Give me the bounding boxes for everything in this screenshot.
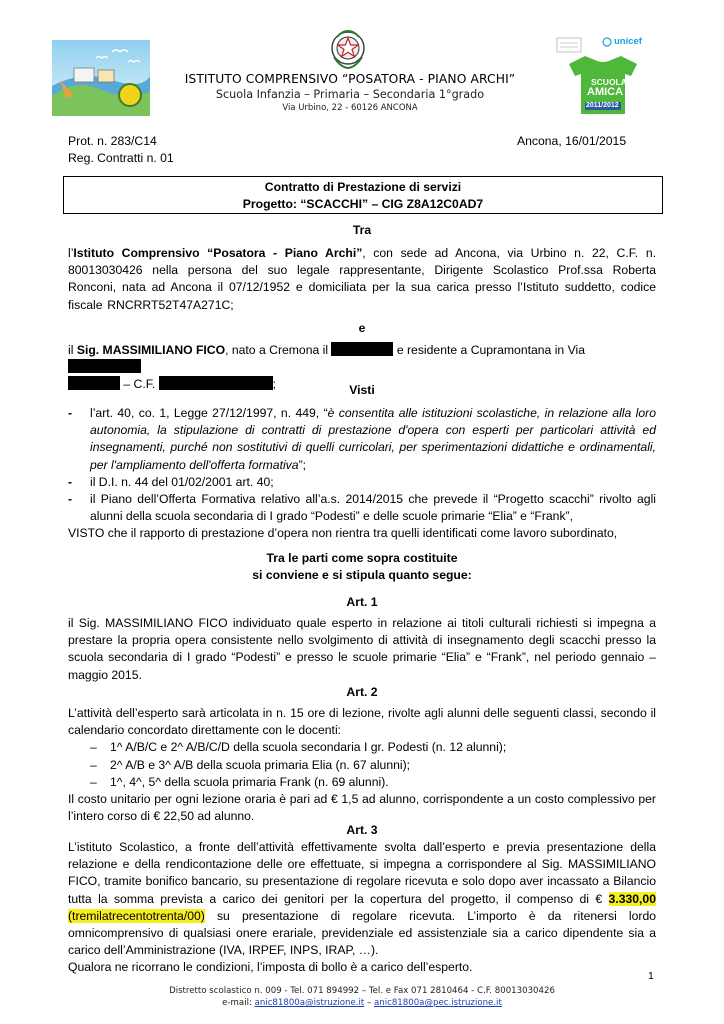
place-date: Ancona, 16/01/2015 bbox=[517, 134, 627, 148]
school-name: ISTITUTO COMPRENSIVO “POSATORA - PIANO ARCHI” bbox=[184, 72, 516, 86]
visto-clause: VISTO che il rapporto di prestazione d’opera non rientra tra quelli identificati come lavoro subordinato, bbox=[68, 526, 618, 541]
page-number: 1 bbox=[648, 970, 654, 982]
agreement-heading-1: Tra le parti come sopra costituite bbox=[266, 551, 458, 565]
project-title: Progetto: “SCACCHI” – CIG Z8A12C0AD7 bbox=[242, 197, 484, 212]
email-link-pec[interactable]: anic81800a@pec.istruzione.it bbox=[374, 998, 502, 1008]
school-address: Via Urbino, 22 - 60126 ANCONA bbox=[282, 103, 418, 113]
visti-list bbox=[68, 405, 656, 543]
party-school: l’Istituto Comprensivo “Posatora - Piano Archi”, con sede ad Ancona, via Urbino n. 22, C.F. n. 80013030426 nella persona del suo legale rappresentante, Dirigente Scolastico Prof.ssa Roberta Ronconi, nata ad Ancona il 07/12/1952 e domiciliata per la sua carica presso l’Istituto suddetto, codice fiscale RNCRRT52T47A271C; bbox=[68, 246, 656, 312]
article-1-title: Art. 1 bbox=[346, 595, 378, 609]
republic-emblem bbox=[328, 27, 368, 71]
contract-register: Reg. Contratti n. 01 bbox=[68, 151, 174, 165]
shirt-text-amica: AMICA bbox=[587, 86, 624, 98]
article-2-body bbox=[68, 705, 656, 825]
class-item: – 2^ A/B e 3^ A/B della scuola primaria Elia (n. 67 alunni); bbox=[90, 757, 411, 772]
shirt-text-year: 2011/2012 bbox=[586, 102, 619, 109]
footer-emails: e-mail: anic81800a@istruzione.it – anic81800a@pec.istruzione.it bbox=[222, 998, 502, 1008]
stamp-duty-note: Qualora ne ricorrano le condizioni, l’imposta di bollo è a carico dell’esperto. bbox=[68, 960, 473, 975]
visti-item: - il D.I. n. 44 del 01/02/2001 art. 40; bbox=[68, 474, 274, 489]
compensation-amount-words: (tremilatrecentotrenta/00) bbox=[68, 908, 205, 923]
email-link-istruzione[interactable]: anic81800a@istruzione.it bbox=[254, 998, 365, 1008]
heading-tra: Tra bbox=[352, 223, 372, 237]
article-2-cost: Il costo unitario per ogni lezione oraria è pari ad € 1,5 ad alunno, corrispondente a un costo complessivo per l’intero corso di € 22,50 ad alunno. bbox=[68, 792, 656, 824]
article-3-title: Art. 3 bbox=[346, 823, 378, 837]
visti-item: - il Piano dell’Offerta Formativa relativo all’a.s. 2014/2015 che prevede il “Progetto scacchi” rivolto agli alunni della scuola secondaria di I grado “Podesti” e delle scuole primarie “Elia” e “Frank”, bbox=[68, 492, 656, 524]
agreement-heading-2: si conviene e si stipula quanto segue: bbox=[252, 568, 472, 582]
contract-title: Contratto di Prestazione di servizi bbox=[264, 180, 462, 194]
visti-item: - l’art. 40, co. 1, Legge 27/12/1997, n. 449, “è consentita alle istituzioni scolastiche, in relazione alla loro autonomia, la stipulazione di contratti di prestazione d'opera con esperti per particolari attività ed insegnamenti, purché non sostitutivi di quelli curricolari, per sperimentazioni didattiche e ordinamentali, per l'ampliamento dell'offerta formativa”; bbox=[68, 406, 656, 472]
unicef-label: unicef bbox=[614, 36, 642, 47]
article-3-text: L’istituto Scolastico, a fronte dell’attività effettivamente svolta dall’esperto e previa presentazione della relazione e della rendicontazione delle ore effettuate, si impegna a corrispondere al Sig. MASSIMILIANO FICO, tramite bonifico bancario, su presentazione di regolare ricevuta e solo dopo aver incassato a Bilancio tutta la somma prevista a carico dei genitori per la copertura del progetto, il compenso di € 3.330,00 (tremilatrecentotrenta/00) su presentazione di regolare ricevuta. L’importo è da ritenersi lordo omnicomprensivo di qualsiasi onere erariale, previdenziale ed assistenziale sia a carico dipendente sia a carico dell’Amministrazione (IVA, IRPEF, INPS, IRAP, …). Qualora ne ricorrano le condizioni, l’imposta di bollo è a carico dell’esperto. bbox=[68, 839, 656, 977]
heading-visti: Visti bbox=[349, 383, 375, 397]
article-1-text: il Sig. MASSIMILIANO FICO individuato quale esperto in relazione ai titoli culturali richiesti si impegna a prestare la propria opera consistente nello svolgimento di attività di insegnamento degli scacchi presso la scuola secondaria di I grado “Podesti” e presso le scuole primarie “Elia” e “Frank”, nel periodo gennaio – maggio 2015. bbox=[68, 616, 656, 682]
redacted-birthdate bbox=[331, 342, 393, 356]
footer-contacts: Distretto scolastico n. 009 - Tel. 071 894992 – Tel. e Fax 071 2810464 - C.F. 80013030426 bbox=[169, 986, 555, 996]
unicef-scuola-amica-logo bbox=[555, 34, 651, 122]
school-subtitle: Scuola Infanzia – Primaria – Secondaria 1°grado bbox=[215, 88, 485, 101]
school-party-name: Istituto Comprensivo “Posatora - Piano Archi” bbox=[73, 246, 363, 260]
class-item: – 1^ A/B/C e 2^ A/B/C/D della scuola secondaria I gr. Podesti (n. 12 alunni); bbox=[90, 740, 507, 755]
shirt-text-scuola: SCUOLA bbox=[591, 77, 627, 87]
party-expert: il Sig. MASSIMILIANO FICO, nato a Cremona il e residente a Cupramontana in Via – C.F. ; bbox=[68, 343, 585, 392]
compensation-amount: 3.330,00 bbox=[608, 891, 656, 906]
class-item: – 1^, 4^, 5^ della scuola primaria Frank (n. 69 alunni). bbox=[90, 774, 389, 789]
contract-title-box bbox=[63, 176, 663, 214]
school-logo bbox=[52, 40, 150, 116]
heading-e: e bbox=[358, 321, 366, 335]
expert-name: Sig. MASSIMILIANO FICO bbox=[76, 343, 226, 357]
protocol-number: Prot. n. 283/C14 bbox=[68, 134, 157, 148]
article-2-title: Art. 2 bbox=[346, 685, 378, 699]
redacted-street bbox=[68, 359, 141, 373]
article-2-intro: L’attività dell’esperto sarà articolata in n. 15 ore di lezione, rivolte agli alunni delle seguenti classi, secondo il calendario concordato direttamente con le docenti: bbox=[68, 706, 656, 738]
